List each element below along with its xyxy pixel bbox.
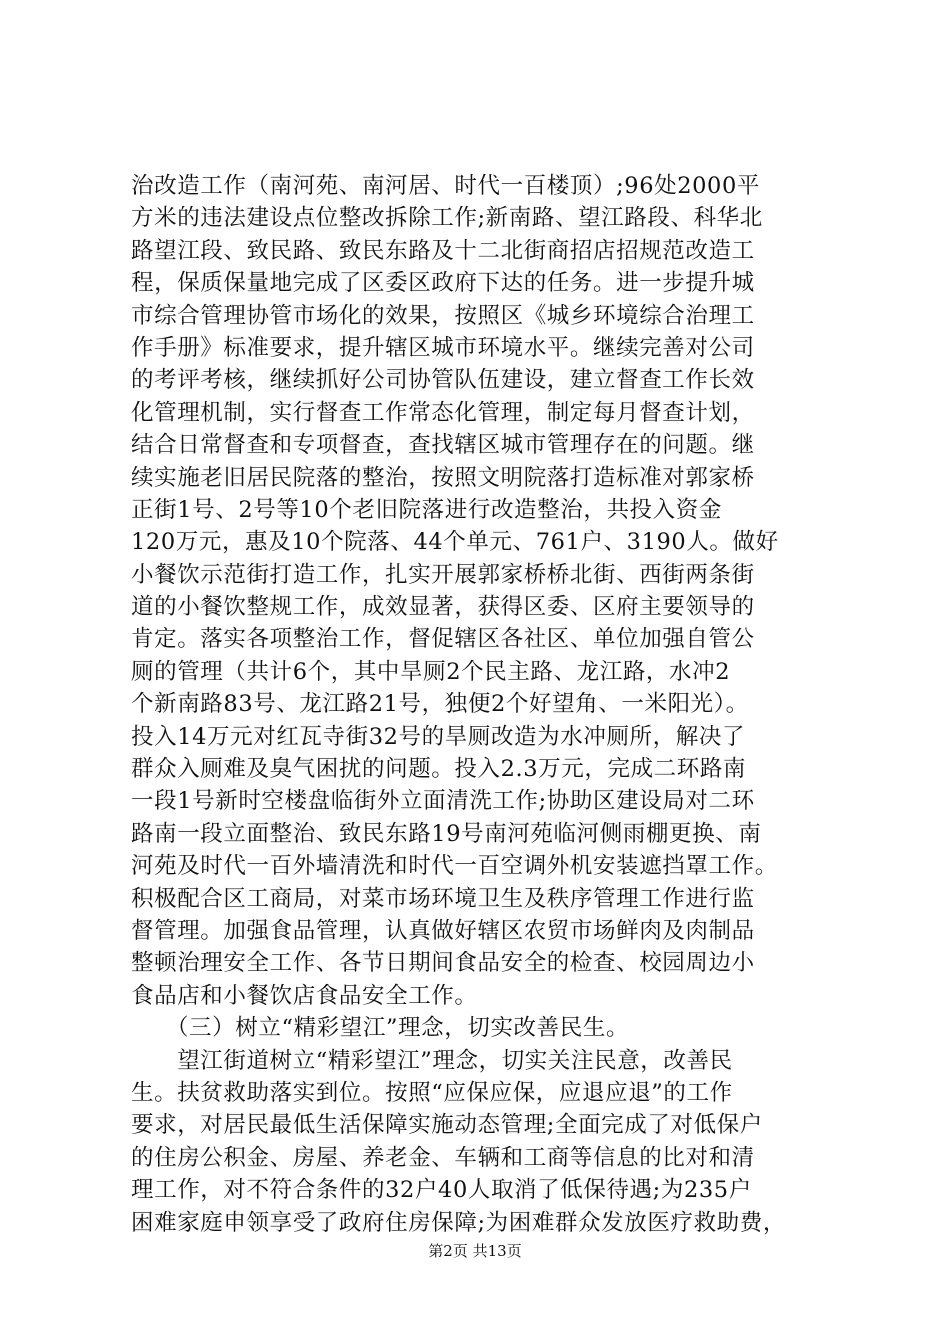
text-line: 生。扶贫救助落实到位。按照“应保应保，应退应退”的工作 <box>131 1079 733 1106</box>
body-text <box>131 170 831 1239</box>
text-line: 的考评考核，继续抓好公司协管队伍建设，建立督查工作长效 <box>131 367 755 394</box>
text-line: 程，保质保量地完成了区委区政府下达的任务。进一步提升城 <box>131 270 755 297</box>
text-line: 食品店和小餐饮店食品安全工作。 <box>131 982 478 1009</box>
text-line: 投入14万元对红瓦寺街32号的旱厕改造为水冲厕所，解决了 <box>131 723 746 750</box>
text-line: 要求，对居民最低生活保障实施动态管理;全面完成了对低保户 <box>131 1112 763 1139</box>
page-number-label: 第2页 共13页 <box>428 1242 522 1260</box>
text-line: 正街1号、2号等10个老旧院落进行改造整治，共投入资金 <box>131 496 722 523</box>
text-line: 群众入厕难及臭气困扰的问题。投入2.3万元，完成二环路南 <box>131 756 747 783</box>
text-line: 的住房公积金、房屋、养老金、车辆和工商等信息的比对和清 <box>131 1144 755 1171</box>
text-line: 督管理。加强食品管理，认真做好辖区农贸市场鲜肉及肉制品 <box>131 917 755 944</box>
text-line: 化管理机制，实行督查工作常态化管理，制定每月督查计划， <box>131 399 755 426</box>
text-line: 续实施老旧居民院落的整治，按照文明院落打造标准对郭家桥 <box>131 464 755 491</box>
text-line: 方米的违法建设点位整改拆除工作;新南路、望江路段、科华北 <box>131 205 763 232</box>
text-line: 道的小餐饮整规工作，成效显著，获得区委、区府主要领导的 <box>131 594 755 621</box>
text-line: 肯定。落实各项整治工作，督促辖区各社区、单位加强自管公 <box>131 626 755 653</box>
text-line: 治改造工作（南河苑、南河居、时代一百楼顶）;96处2000平 <box>131 173 760 199</box>
text-line: 作手册》标准要求，提升辖区城市环境水平。继续完善对公司 <box>131 334 755 361</box>
section-heading: （三）树立“精彩望江”理念，切实改善民生。 <box>131 1015 630 1042</box>
text-line: 理工作，对不符合条件的32户40人取消了低保待遇;为235户 <box>131 1177 752 1204</box>
text-line: 个新南路83号、龙江路21号，独便2个好望角、一米阳光）。 <box>131 691 749 718</box>
text-line: 市综合管理协管市场化的效果，按照区《城乡环境综合治理工 <box>131 302 755 329</box>
text-line: 结合日常督查和专项督查，查找辖区城市管理存在的问题。继 <box>131 432 755 459</box>
text-line: 120万元，惠及10个院落、44个单元、761户、3190人。做好 <box>131 529 779 556</box>
text-line: 厕的管理（共计6个，其中旱厕2个民主路、龙江路，水冲2 <box>131 658 731 685</box>
page-footer <box>0 1241 950 1261</box>
text-line: 整顿治理安全工作、各节日期间食品安全的检查、校园周边小 <box>131 950 755 977</box>
text-line: 路望江段、致民路、致民东路及十二北街商招店招规范改造工 <box>131 237 755 264</box>
text-line: 路南一段立面整治、致民东路19号南河苑临河侧雨棚更换、南 <box>131 820 762 847</box>
text-line: 困难家庭申领享受了政府住房保障;为困难群众发放医疗救助费， <box>131 1209 786 1236</box>
text-line: 望江街道树立“精彩望江”理念，切实关注民意，改善民 <box>131 1047 733 1074</box>
text-line: 一段1号新时空楼盘临街外立面清洗工作;协助区建设局对二环 <box>131 788 755 815</box>
text-line: 积极配合区工商局，对菜市场环境卫生及秩序管理工作进行监 <box>131 885 755 912</box>
text-line: 河苑及时代一百外墙清洗和时代一百空调外机安装遮挡罩工作。 <box>131 853 778 880</box>
text-line: 小餐饮示范街打造工作，扎实开展郭家桥桥北街、西街两条街 <box>131 561 755 588</box>
